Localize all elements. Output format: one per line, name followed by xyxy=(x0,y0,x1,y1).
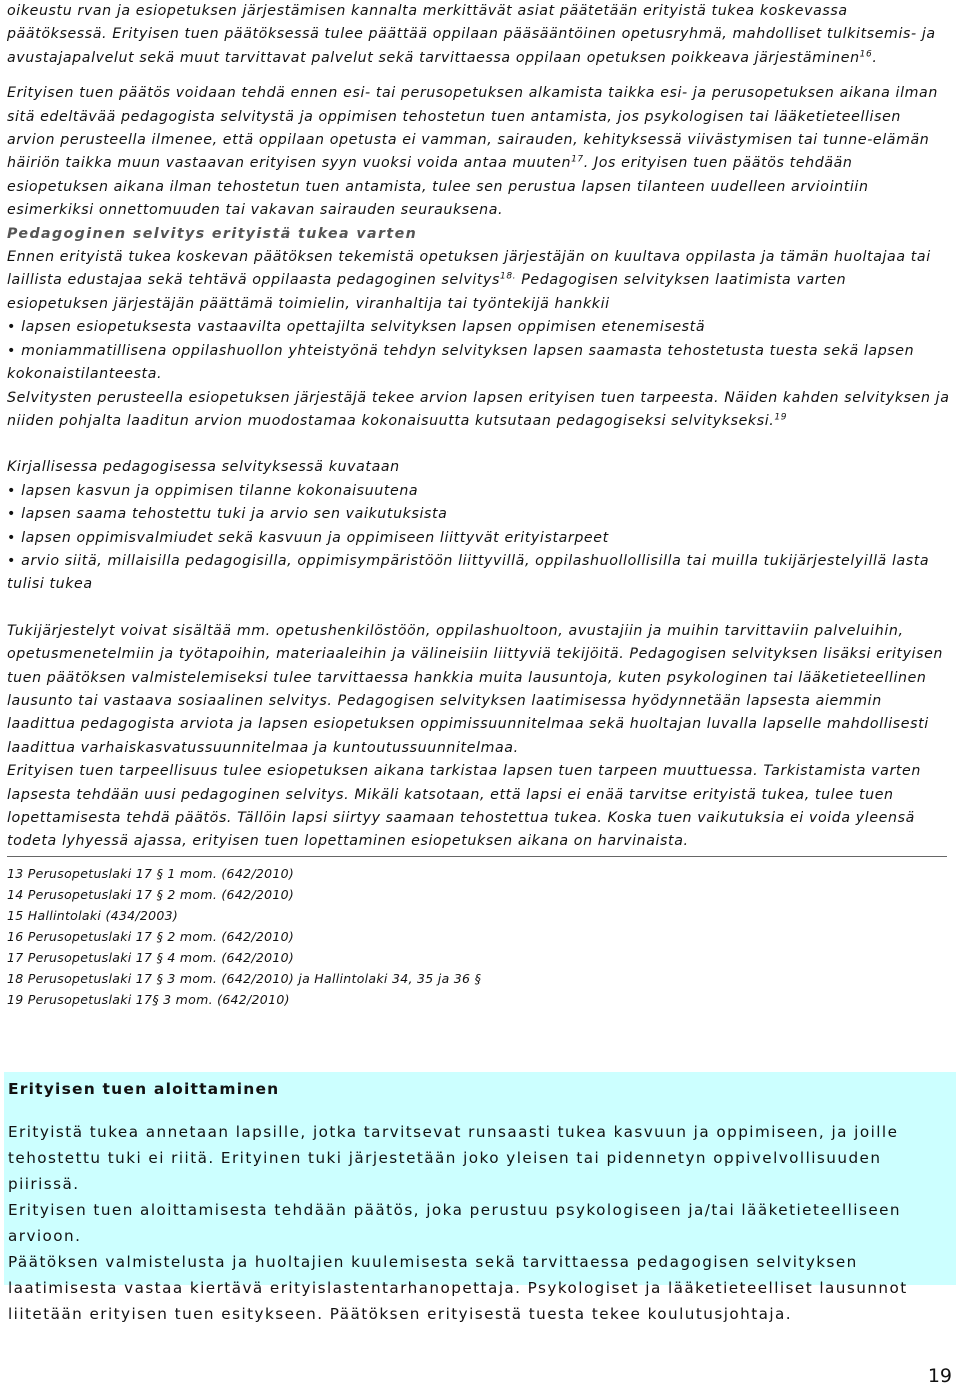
paragraph-review: Erityisen tuen tarpeellisuus tulee esiopetuksen aikana tarkistaa lapsen tuen tarpeen muuttuessa. Tarkistamista varten lapsesta tehdään uusi pedagoginen selvitys. Mikäli katsotaan, että lapsi ei enää tarvitse erityistä tukea, tulee tuen lopettamisesta tehdä päätös. Tällöin lapsi siirtyy saamaan tehostettua tukea. Koska tuen vaikutuksia ei voida yleensä todeta lyhyessä ajassa, erityisen tuen lopettaminen esiopetuksen aikana on harvinaista. xyxy=(7,763,921,850)
paragraph-support-arrangements: Tukijärjestelyt voivat sisältää mm. opetushenkilöstöön, oppilashuoltoon, avustajiin ja muihin tarvittaviin palveluihin, opetusmenetelmiin ja työtapoihin, materiaaleihin ja välineisiin liittyviä tekijöitä. Pedagogisen selvityksen lisäksi erityisen tuen päätöksen valmistelemiseksi tulee tarvittaessa hankkia muita lausuntoja, kuten psykologinen tai lääketieteellinen lausunto tai vastaava sosiaalinen selvitys. Pedagogisen selvityksen laatimisessa hyödynnetään lapsesta aiemmin laadittua pedagogista arviota ja lapsen esiopetuksen oppimissuunnitelmaa sekä huoltajan luvalla lapselle mahdollisesti laadittua varhaiskasvatussuunnitelmaa ja kuntoutussuunnitelmaa. xyxy=(7,622,944,756)
list-item: • lapsen oppimisvalmiudet sekä kasvuun ja oppimiseen liittyvät erityistarpeet xyxy=(7,529,609,546)
section-heading: Pedagoginen selvitys erityistä tukea varten xyxy=(7,225,418,242)
footnote-ref: 18. xyxy=(500,271,517,282)
footnotes xyxy=(7,863,952,1010)
intro-paragraph xyxy=(7,0,952,70)
box-title: Erityisen tuen aloittaminen xyxy=(8,1080,280,1098)
list-item: • lapsen esiopetuksesta vastaavilta opettajilta selvityksen lapsen oppimisen etenemisestä xyxy=(7,319,706,336)
list-item: • lapsen kasvun ja oppimisen tilanne kokonaisuutena xyxy=(7,482,419,499)
box-paragraph: Erityisen tuen aloittamisesta tehdään päätös, joka perustuu psykologiseen ja/tai lääketieteelliseen arvioon. xyxy=(8,1201,902,1245)
footnote: 18 Perusopetuslaki 17 § 3 mom. (642/2010) ja Hallintolaki 34, 35 ja 36 § xyxy=(7,970,482,986)
footnote-ref: 16 xyxy=(859,49,873,60)
paragraph-pedagogical-report xyxy=(7,246,952,316)
paragraph-special-support-decision xyxy=(7,82,952,222)
para-text: Pedagogisen selvityksen laatimista varten esiopetuksen järjestäjän päättämä toimielin, viranhaltija tai työntekijä hankkii xyxy=(7,272,847,312)
list-item: • arvio siitä, millaisilla pedagogisilla, oppimisympäristöön liittyvillä, oppilashuollollisilla tai muilla tukijärjestelyillä lasta tulisi tukea xyxy=(7,552,930,593)
footnote: 15 Hallintolaki (434/2003) xyxy=(7,907,179,923)
footnote: 19 Perusopetuslaki 17§ 3 mom. (642/2010) xyxy=(7,991,290,1007)
para-text: Ennen erityistä tukea koskevan päätöksen tekemistä opetuksen järjestäjän on kuultava oppilasta ja tämän huoltajaa tai laillista edustajaa sekä tehtävä oppilaasta pedagoginen selvitys xyxy=(7,249,931,289)
footnote: 17 Perusopetuslaki 17 § 4 mom. (642/2010) xyxy=(7,949,295,965)
list-item: • lapsen saama tehostettu tuki ja arvio sen vaikutuksista xyxy=(7,506,448,523)
footnote-divider xyxy=(7,856,947,857)
footnote-ref: 17 xyxy=(571,154,584,165)
box-paragraph: Päätöksen valmistelusta ja huoltajien kuulemisesta sekä tarvittaessa pedagogisen selvityksen laatimisesta vastaa kiertävä erityislastentarhanopettaja. Psykologiset ja lääketieteelliset lausunnot liitetään erityisen tuen esitykseen. Päätöksen erityisestä tuesta tekee koulutusjohtaja. xyxy=(8,1253,908,1323)
paragraph-assessment xyxy=(7,387,952,434)
para-text: Selvitysten perusteella esiopetuksen järjestäjä tekee arvion lapsen erityisen tuen tarpeesta. Näiden kahden selvityksen ja niiden pohjalta laaditun arvion muodostamaa kokonaisuutta kutsutaan pedagogiseksi selvitykseksi. xyxy=(7,389,950,429)
para-text: . Jos erityisen tuen päätös tehdään esiopetuksen aikana ilman tehostetun tuen antamista, tulee sen perustua lapsen tilanteen uudelleen arviointiin esimerkiksi onnettomuuden tai vakavan sairauden seurauksena. xyxy=(7,155,869,219)
list-item: • moniammatillisena oppilashuollon yhteistyönä tehdyn selvityksen lapsen saamasta tehostetusta tuesta sekä lapsen kokonaistilanteesta. xyxy=(7,342,915,383)
footnote: 16 Perusopetuslaki 17 § 2 mom. (642/2010) xyxy=(7,928,295,944)
intro-text: oikeustu rvan ja esiopetuksen järjestämisen kannalta merkittävät asiat päätetään erityistä tukea koskevassa päätöksessä. Erityisen tuen päätöksessä tulee päättää oppilaan pääsääntöinen opetusryhmä, mahdolliset tulkitsemis- ja avustajapalvelut sekä muut tarvittavat palvelut sekä tarvittaessa oppilaan opetuksen poikkeava järjestäminen xyxy=(7,3,936,66)
intro-end: . xyxy=(872,49,878,66)
footnote-ref: 19 xyxy=(774,412,788,423)
page-number: 19 xyxy=(927,1365,952,1387)
box-paragraph: Erityistä tukea annetaan lapsille, jotka tarvitsevat runsaasti tukea kasvuun ja oppimiseen, ja joille tehostettu tuki ei riitä. Erityinen tuki järjestetään joko yleisen tai pidennetyn oppivelvollisuuden piirissä. xyxy=(8,1123,899,1193)
footnote: 14 Perusopetuslaki 17 § 2 mom. (642/2010) xyxy=(7,886,295,902)
list-intro: Kirjallisessa pedagogisessa selvityksessä kuvataan xyxy=(7,459,400,476)
info-box xyxy=(4,1072,956,1323)
document-page xyxy=(7,0,952,1010)
para-text: Erityisen tuen päätös voidaan tehdä ennen esi- tai perusopetuksen alkamista taikka esi- ja perusopetuksen aikana ilman sitä edeltävää pedagogista selvitystä ja oppimisen tehostetun tuen antamista, jos psykologisen tai lääketieteellisen arvion perusteella ilmenee, että oppilaan opetusta ei vamman, sairauden, kehityksessä viivästymisen tai tunne-elämän häiriön taikka muun vastaavan erityisen syyn vuoksi voida antaa muuten xyxy=(7,85,938,172)
footnote: 13 Perusopetuslaki 17 § 1 mom. (642/2010) xyxy=(7,865,295,881)
